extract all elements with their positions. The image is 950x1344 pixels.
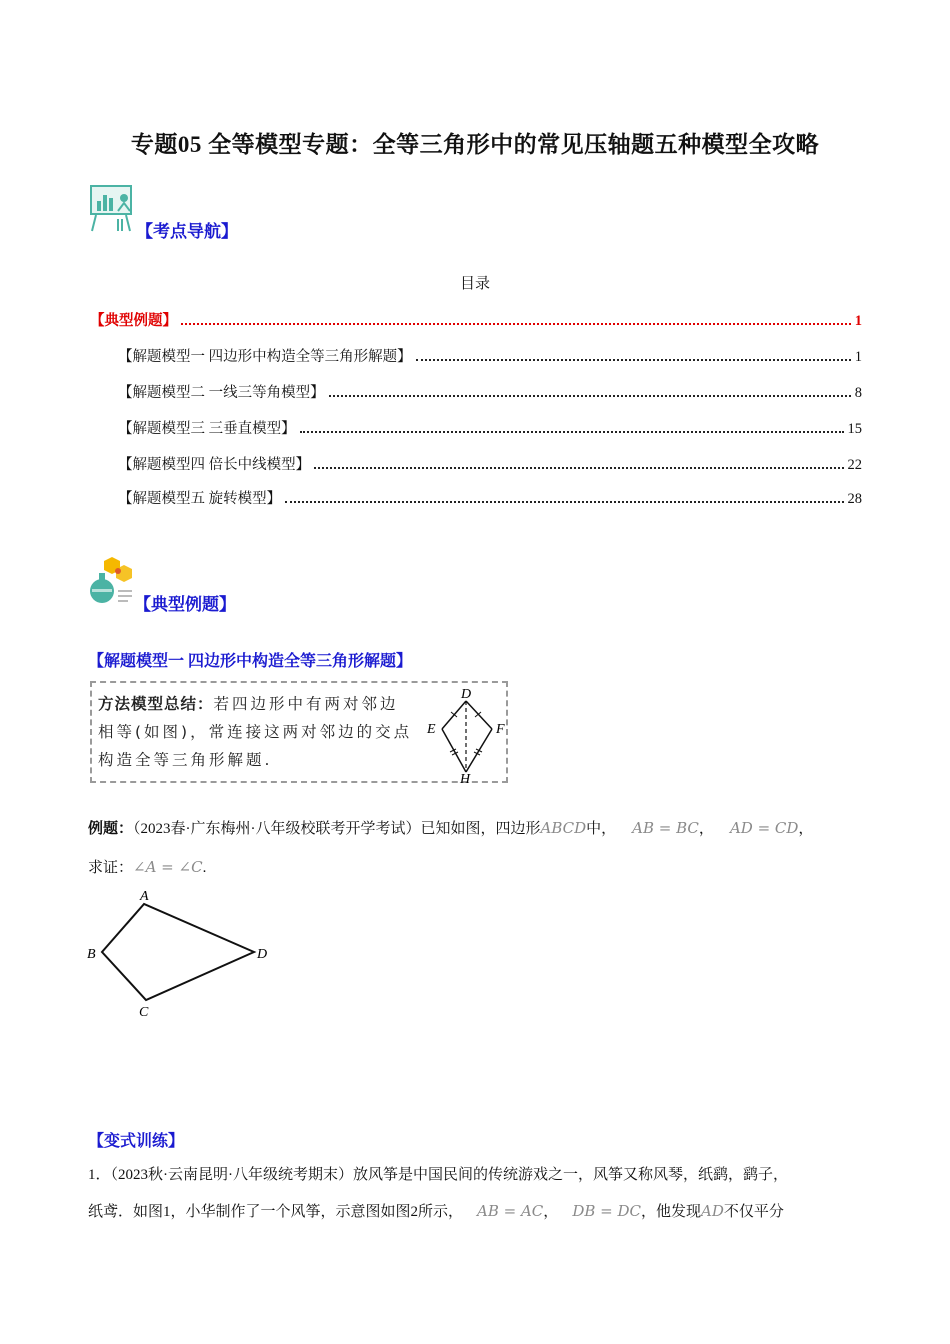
toc-page-number: 8 — [854, 385, 862, 401]
q1-eq2: DB = DC — [572, 1202, 641, 1220]
toc-leader — [300, 431, 844, 433]
toc-entry-label: 【解题模型四 倍长中线模型】 — [118, 457, 311, 473]
method-line2: 相等(如图)，常连接这两对邻边的交点 — [98, 723, 413, 741]
page-title: 专题05 全等模型专题：全等三角形中的常见压轴题五种模型全攻略 — [130, 132, 820, 157]
prove-period: . — [202, 860, 207, 876]
prove-label: 求证： — [88, 860, 134, 876]
q1-var: AD — [701, 1202, 724, 1220]
example-quad: ABCD — [540, 819, 587, 837]
flask-icon — [86, 555, 138, 607]
kite-label-f: F — [496, 722, 505, 737]
example-sep: ， — [698, 821, 714, 837]
kite-label-h: H — [460, 772, 471, 784]
kite-figure — [420, 686, 510, 784]
toc-leader — [416, 359, 851, 361]
question1-line2 — [88, 1201, 878, 1222]
toc-leader — [329, 395, 851, 397]
example-line2 — [88, 857, 206, 878]
toc-page-number: 1 — [854, 313, 862, 329]
quad-label-a: A — [140, 889, 149, 904]
toc-entry-label: 【典型例题】 — [90, 313, 177, 329]
example-line1 — [88, 818, 868, 839]
example-eq1: AB = BC — [632, 819, 699, 837]
toc-entry-label: 【解题模型一 四边形中构造全等三角形解题】 — [118, 349, 412, 365]
kite-label-e: E — [427, 722, 436, 737]
example-label: 例题： — [88, 821, 134, 837]
toc-title: 目录 — [459, 276, 490, 292]
toc-page-number: 15 — [847, 421, 862, 437]
q1-text-c: 不仅平分 — [723, 1204, 784, 1220]
toc-leader — [314, 467, 843, 469]
toc-entry-model5[interactable] — [118, 487, 862, 508]
quad-label-d: D — [257, 947, 268, 962]
nav-heading: 【考点导航】 — [136, 222, 238, 241]
toc-page-number: 28 — [847, 491, 862, 507]
example-mid: 中， — [586, 821, 617, 837]
example-eq2: AD = CD — [729, 819, 799, 837]
toc-leader — [285, 501, 843, 503]
prove-statement: ∠A = ∠C — [133, 858, 203, 876]
toc-entry-label: 【解题模型五 旋转模型】 — [118, 491, 282, 507]
toc-entry-label: 【解题模型二 一线三等角模型】 — [118, 385, 325, 401]
quadrilateral-figure — [82, 884, 282, 1024]
q1-text-a: 纸鸢．如图1，小华制作了一个风筝，示意图如图2所示， — [88, 1204, 464, 1220]
toc-entry-model1[interactable] — [118, 345, 862, 366]
presentation-board-icon — [88, 183, 140, 235]
toc-entry-model4[interactable] — [118, 453, 862, 474]
toc-page-number: 22 — [847, 457, 862, 473]
method-line3: 构造全等三角形解题. — [98, 751, 273, 769]
method-summary-text — [98, 690, 418, 774]
examples-heading: 【典型例题】 — [134, 595, 236, 614]
toc-page-number: 1 — [854, 349, 862, 365]
example-end: ， — [798, 821, 814, 837]
toc-entry-model2[interactable] — [118, 381, 862, 402]
question1-line1: 1．（2023秋·云南昆明·八年级统考期末）放风筝是中国民间的传统游戏之一，风筝又称风琴，纸鹞，鹞子， — [88, 1167, 788, 1183]
kite-label-d: D — [461, 687, 472, 702]
toc-leader — [181, 323, 851, 325]
model1-heading: 【解题模型一 四边形中构造全等三角形解题】 — [88, 653, 413, 670]
method-label: 方法模型总结： — [98, 695, 214, 713]
example-source: （2023春·广东梅州·八年级校联考开学考试）已知如图，四边形 — [133, 821, 541, 837]
toc-entry-label: 【解题模型三 三垂直模型】 — [118, 421, 296, 437]
method-line1: 若四边形中有两对邻边 — [213, 695, 399, 713]
quad-label-c: C — [139, 1005, 149, 1020]
q1-eq1: AB = AC — [477, 1202, 544, 1220]
q1-text-b: ，他发现 — [640, 1204, 701, 1220]
quad-label-b: B — [87, 947, 96, 962]
q1-sep: ， — [543, 1204, 559, 1220]
toc-entry-main[interactable] — [90, 309, 862, 330]
variant-heading: 【变式训练】 — [88, 1133, 185, 1150]
toc-entry-model3[interactable] — [118, 417, 862, 438]
